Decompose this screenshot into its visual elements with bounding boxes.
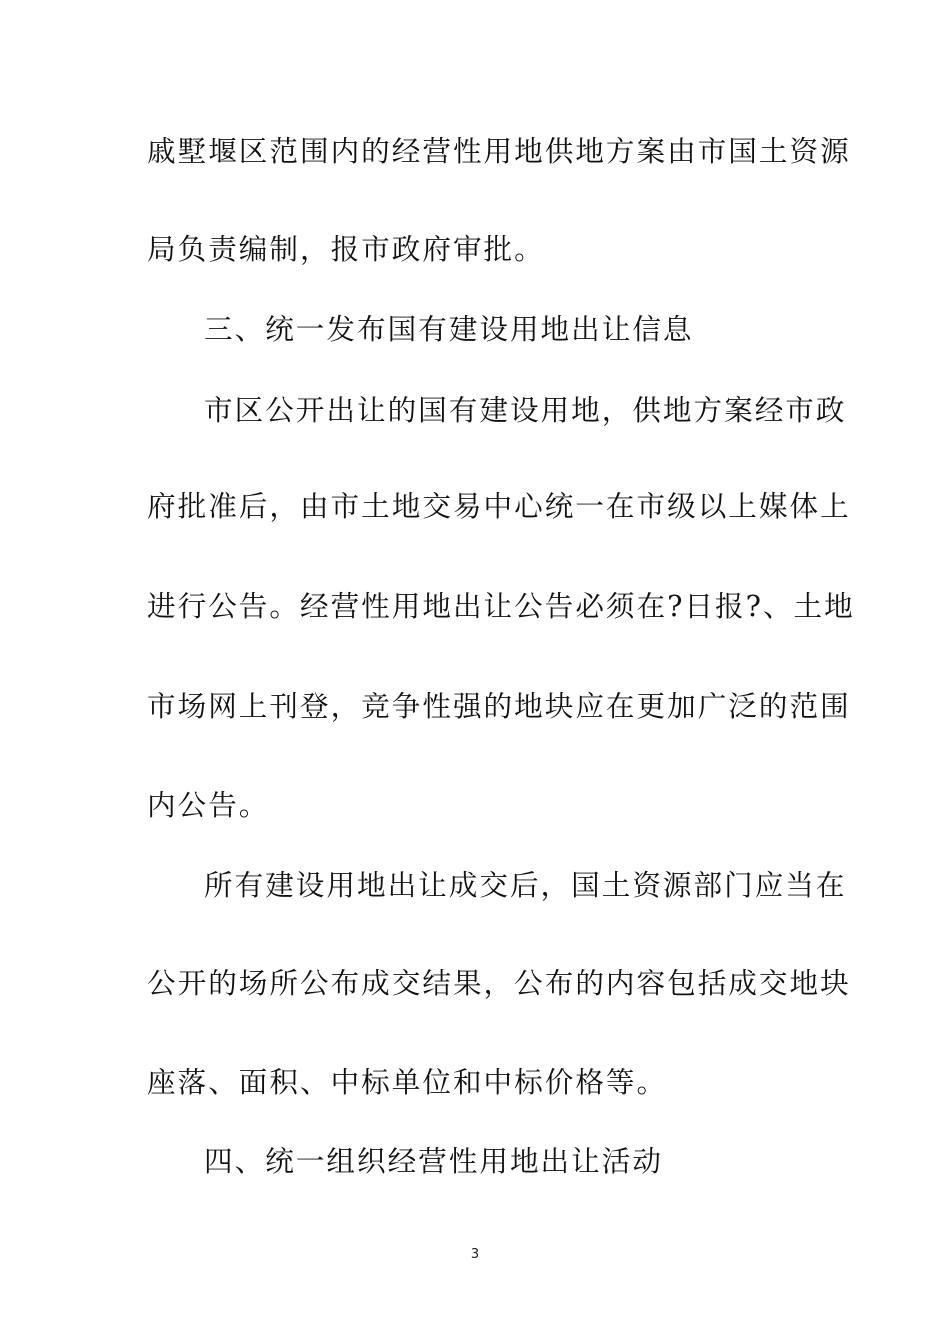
paragraph-line: 戚墅堰区范围内的经营性用地供地方案由市国土资源 bbox=[147, 134, 851, 168]
paragraph-line: 座落、面积、中标单位和中标价格等。 bbox=[147, 1065, 668, 1099]
page-number: 3 bbox=[470, 1247, 480, 1262]
paragraph-line: 进行公告。经营性用地出让公告必须在?日报?、土地 bbox=[147, 589, 855, 623]
paragraph-line: 所有建设用地出让成交后，国土资源部门应当在 bbox=[204, 868, 847, 902]
paragraph-line: 市区公开出让的国有建设用地，供地方案经市政 bbox=[204, 393, 847, 427]
section-heading: 四、统一组织经营性用地出让活动 bbox=[204, 1144, 663, 1178]
paragraph-line: 市场网上刊登，竞争性强的地块应在更加广泛的范围 bbox=[147, 689, 851, 723]
paragraph-line: 内公告。 bbox=[147, 788, 270, 822]
paragraph-line: 局负责编制，报市政府审批。 bbox=[147, 232, 545, 266]
section-heading: 三、统一发布国有建设用地出让信息 bbox=[204, 312, 694, 346]
paragraph-line: 府批准后，由市土地交易中心统一在市级以上媒体上 bbox=[147, 489, 851, 523]
paragraph-line: 公开的场所公布成交结果，公布的内容包括成交地块 bbox=[147, 966, 851, 1000]
